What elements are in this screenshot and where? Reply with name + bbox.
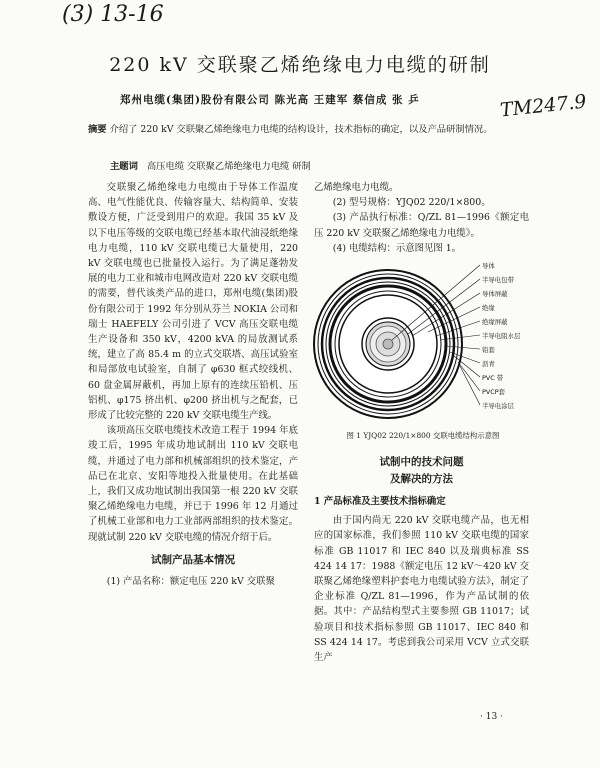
body-paragraph: 该项高压交联电缆技术改造工程于 1994 年底竣工后，1995 年成功地试制出 110 kV 交联电缆，并通过了电力部和机械部组织的技术鉴定，产品已在北京、安阳等地投入批量使用。在此基础上，我们又成功地试制出我国第一根 220 kV 交联聚乙烯绝缘电力电缆，并已于 1996 年 12 月通过了机械工业部和电力工业部两部组织的技术鉴定。现就试制 220 kV 交联电缆的情况介绍于后。 — [88, 425, 298, 543]
subsection-heading: 1 产品标准及主要技术指标确定 — [314, 496, 446, 507]
paper-title: 220 kV 交联聚乙烯绝缘电力电缆的研制 — [109, 54, 491, 76]
abstract-text: 介绍了 220 kV 交联聚乙烯绝缘电力电缆的结构设计，技术指标的确定，以及产品研制情况。 — [109, 124, 493, 135]
keywords — [110, 158, 311, 172]
figure-label-pvc-tape: PVC 带 — [482, 374, 504, 382]
body-paragraph: (3) 产品执行标准：Q/ZL 81—1996《额定电压 220 kV 交联聚乙烯绝缘电力电缆》。 — [314, 212, 529, 239]
figure-label-conductor-screen: 导体屏蔽 — [482, 290, 508, 298]
figure-label-pvcp-jacket: PVCP套 — [482, 388, 505, 396]
abstract — [88, 122, 528, 138]
page-number: · 13 · — [480, 712, 503, 722]
author-line: 郑州电缆(集团)股份有限公司 陈光高 王建军 蔡信成 张 乒 — [120, 94, 420, 106]
left-column — [88, 180, 298, 589]
body-paragraph: 交联聚乙烯绝缘电力电缆由于导体工作温度高、电气性能优良、传输容量大、结构简单、安装敷设方便，广泛受到用户的欢迎。我国 35 kV 及以下电压等级的交联电缆已经基本取代油浸纸绝缘电力电缆，110 kV 交联电缆已大量使用，220 kV 交联电缆也已批量投入运行。为了满足蓬勃发展的电力工业和城市电网改造对 220 kV 交联电缆的需要，替代该类产品的进口，郑州电缆(集团)股份有限公司于 1992 年分别从芬兰 NOKIA 公司和瑞士 HAEFELY 公司引进了 VCV 高压交联电缆生产设备和 350 kV，4200 kVA 的局放测试系统，建立了高 85.4 m 的立式交联塔、高压试验室和局部放电试验室，自制了 φ630 框式绞线机、60 盘金属屏蔽机，再加上原有的连续压铅机、压铝机、φ175 挤出机、φ200 挤出机与之配套，已形成了比较完整的 220 kV 交联电缆生产线。 — [88, 182, 298, 422]
right-column-top — [314, 180, 529, 256]
figure-label-semicon-coating: 半导电涂层 — [482, 402, 514, 410]
figure-label-insulation: 绝缘 — [482, 304, 495, 312]
figure-label-semicon-tape: 半导电包带 — [482, 276, 514, 284]
figure-label-insulation-screen: 绝缘屏蔽 — [482, 318, 508, 326]
body-paragraph: (1) 产品名称：额定电压 220 kV 交联聚 — [106, 576, 275, 588]
keywords-label: 主题词 — [110, 161, 138, 172]
figure-label-asphalt: 沥青 — [482, 360, 495, 368]
body-paragraph: 乙烯绝缘电力电缆。 — [314, 182, 399, 193]
abstract-label: 摘要 — [88, 124, 107, 135]
figure-caption: 图 1 YJQ02 220/1×800 交联电缆结构示意图 — [346, 431, 500, 440]
body-paragraph: (4) 电缆结构：示意图见图 1。 — [332, 242, 462, 254]
figure-label-water-block: 半导电阻水层 — [482, 332, 521, 340]
figure-label-conductor: 导体 — [482, 262, 495, 270]
handwritten-page-range: (3) 13-16 — [62, 2, 164, 27]
body-paragraph: 由于国内尚无 220 kV 交联电缆产品，也无相应的国家标准，我们参照 110 kV 交联电缆的国家标准 GB 11017 和 IEC 840 以及瑞典标准 SS 424 14 17：1988《额定电压 12 kV～420 kV 交联聚乙烯绝缘塑料护套电力电缆试验方法》，制定了企业标准 Q/ZL 81—1996，作为产品试制的依据。其中：产品结构型式主要参照 GB 11017；试验项目和技术指标参照 GB 11017、IEC 840 和 SS 424 14 17。考虑到我公司采用 VCV 立式交联生产 — [314, 515, 529, 664]
handwritten-catalog-number: TM247.9 — [499, 90, 588, 122]
figure-label-lead-sheath: 铅套 — [482, 346, 495, 354]
section-heading: 试制产品基本情况 — [151, 553, 235, 566]
cable-cross-section-figure — [310, 254, 534, 432]
keywords-text: 高压电缆 交联聚乙烯绝缘电力电缆 研制 — [146, 161, 311, 172]
body-paragraph: (2) 型号规格：YJQ02 220/1×800。 — [332, 197, 491, 209]
right-column-bottom — [314, 446, 529, 665]
section-heading: 试制中的技术问题 及解决的方法 — [379, 456, 464, 485]
cable-rings — [314, 270, 462, 418]
